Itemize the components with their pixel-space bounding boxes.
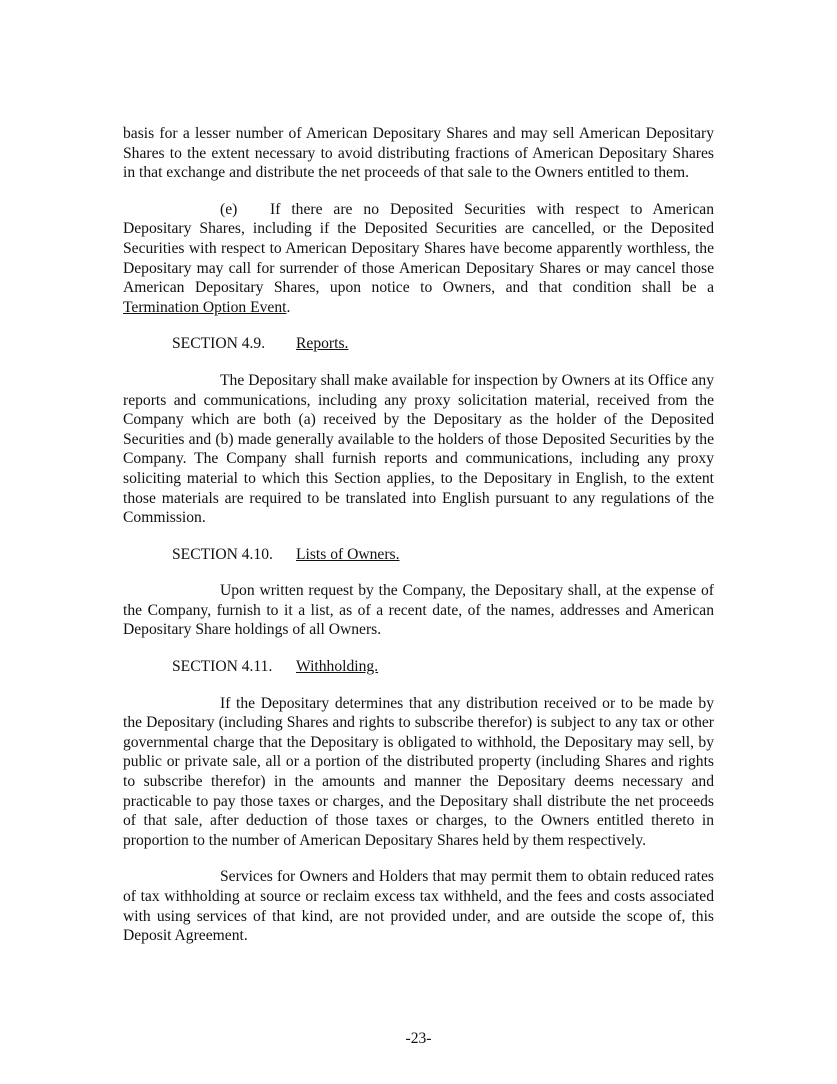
section-heading xyxy=(123,657,714,677)
section-heading xyxy=(123,545,714,565)
continuation-paragraph: basis for a lesser number of American Depositary Shares and may sell American Depositary Shares to the extent necessary to avoid distributing fractions of American Depositary Shares in that exchange and distribute the net proceeds of that sale to the Owners entitled to them. xyxy=(123,125,714,182)
page-number: -23- xyxy=(405,1030,432,1047)
section-paragraph: The Depositary shall make available for inspection by Owners at its Office any reports and communications, including any proxy solicitation material, received from the Company which are both (a) received by the Depositary as the holder of the Deposited Securities and (b) made generally available to the holders of those Deposited Securities by the Company. The Company shall furnish reports and communications, including any proxy soliciting material to which this Section applies, to the Depositary in English, to the extent those materials are required to be translated into English pursuant to any regulations of the Commission. xyxy=(123,371,714,527)
document-body xyxy=(123,124,714,946)
section-heading xyxy=(123,334,714,354)
section-title: Lists of Owners. xyxy=(296,545,400,563)
section-paragraph: Services for Owners and Holders that may permit them to obtain reduced rates of tax withholding at source or reclaim excess tax withheld, and the fees and costs associated with using services of that kind, are not provided under, and are outside the scope of, this Deposit Agreement. xyxy=(123,868,714,945)
section-paragraph: Upon written request by the Company, the Depositary shall, at the expense of the Company, furnish to it a list, as of a recent date, of the names, addresses and American Depositary Share holdings of all Owners. xyxy=(123,582,714,639)
section-number: SECTION 4.11. xyxy=(172,658,273,676)
item-e-label: (e) xyxy=(220,200,238,218)
item-e-text: If there are no Deposited Securities with respect to American Depositary Shares, including if the Deposited Securities are cancelled, or the Deposited Securities with respect to American Depositary Shares have become apparently worthless, the Depositary may call for surrender of those American Depositary Shares or may cancel those American Depositary Shares, upon notice to Owners, and that condition shall be a xyxy=(123,200,714,297)
item-e-text-end: . xyxy=(286,298,291,316)
section-number: SECTION 4.10. xyxy=(172,545,273,563)
item-e-paragraph xyxy=(123,200,714,318)
section-number: SECTION 4.9. xyxy=(172,335,266,353)
section-paragraph: If the Depositary determines that any distribution received or to be made by the Depositary (including Shares and rights to subscribe therefor) is subject to any tax or other governmental charge that the Depositary is obligated to withhold, the Depositary may sell, by public or private sale, all or a portion of the distributed property (including Shares and rights to subscribe therefor) in the amounts and manner the Depositary deems necessary and practicable to pay those taxes or charges, and the Depositary shall distribute the net proceeds of that sale, after deduction of those taxes or charges, to the Owners entitled thereto in proportion to the number of American Depositary Shares held by them respectively. xyxy=(123,694,714,849)
section-title: Reports. xyxy=(296,335,349,353)
section-title: Withholding. xyxy=(296,658,379,676)
termination-option-event-term: Termination Option Event xyxy=(123,298,287,316)
